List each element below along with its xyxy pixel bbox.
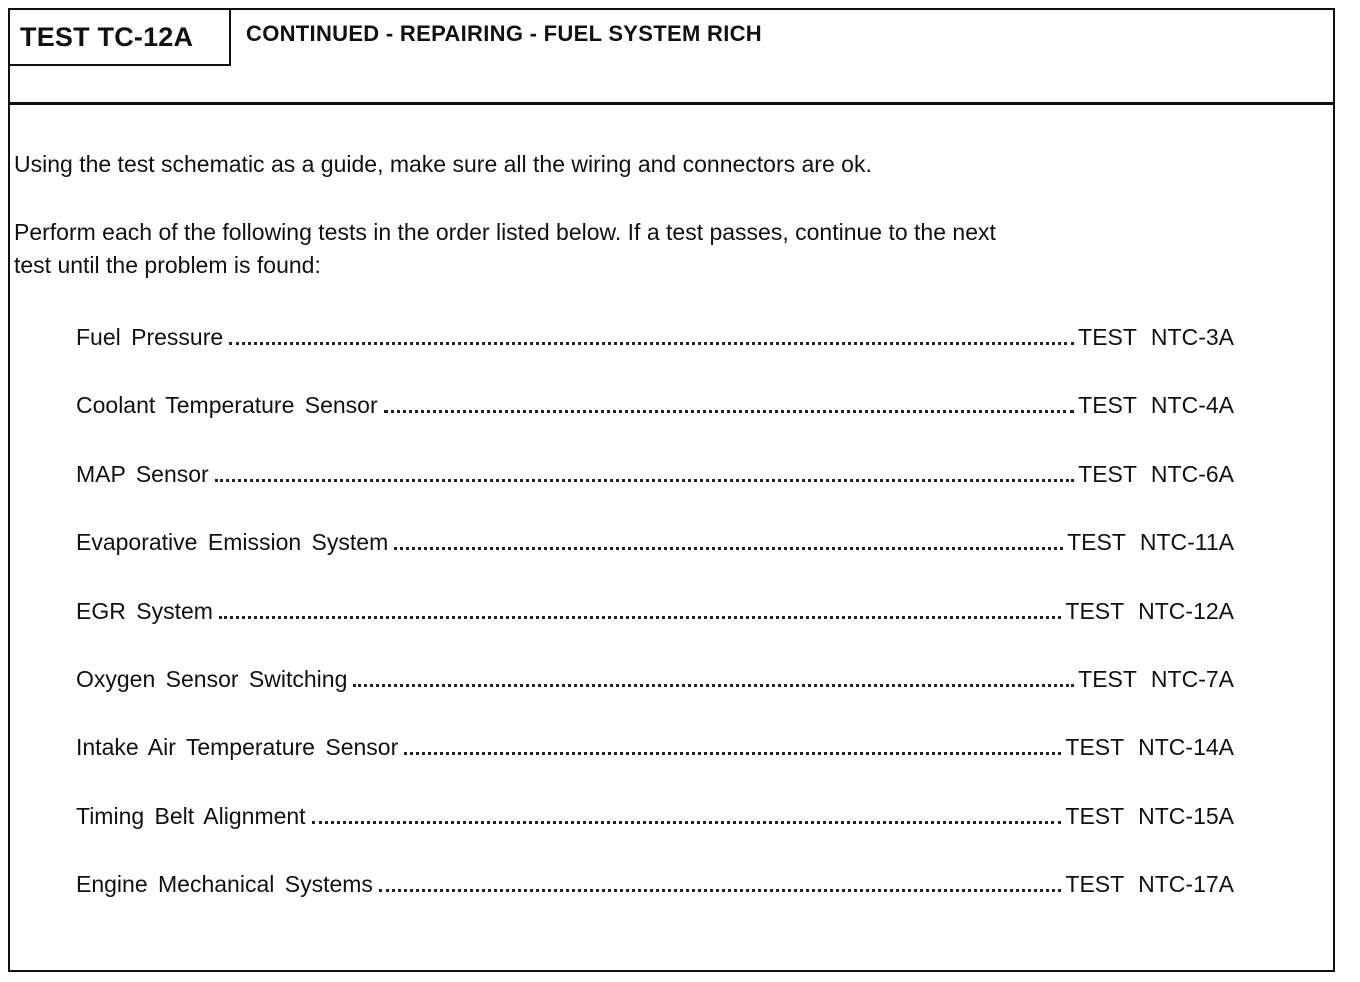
test-reference: TEST NTC-14A <box>1065 734 1234 761</box>
test-reference: TEST NTC-3A <box>1078 324 1234 350</box>
test-reference: TEST NTC-7A <box>1078 665 1234 692</box>
test-name: Fuel Pressure <box>76 324 224 350</box>
instruction-wiring: Using the test schematic as a guide, make sure all the wiring and connectors are ok. <box>14 151 872 177</box>
test-name: MAP Sensor <box>76 460 209 487</box>
dot-leader <box>215 456 1074 482</box>
instruction-order-line-1: Perform each of the following tests in the order listed below. If a test passes, continue to the next <box>14 219 996 245</box>
header-title: CONTINUED - REPAIRING - FUEL SYSTEM RICH <box>246 21 762 46</box>
test-item <box>76 661 1234 729</box>
test-name: Timing Belt Alignment <box>76 802 306 829</box>
dot-leader <box>312 798 1062 824</box>
test-name: Intake Air Temperature Sensor <box>76 734 399 761</box>
instruction-order <box>14 216 996 282</box>
test-item <box>76 456 1234 524</box>
test-item <box>76 866 1234 934</box>
dot-leader <box>219 593 1061 619</box>
dot-leader <box>379 866 1061 892</box>
test-item <box>76 798 1234 866</box>
test-name: Coolant Temperature Sensor <box>76 392 378 419</box>
test-reference: TEST NTC-6A <box>1078 460 1234 487</box>
test-reference: TEST NTC-4A <box>1078 392 1234 419</box>
dot-leader <box>384 387 1075 413</box>
test-name: Oxygen Sensor Switching <box>76 665 348 692</box>
test-name: EGR System <box>76 597 213 624</box>
test-reference: TEST NTC-12A <box>1065 597 1234 624</box>
test-reference: TEST NTC-17A <box>1065 871 1234 898</box>
dot-leader <box>394 524 1063 550</box>
instruction-order-line-2: test until the problem is found: <box>14 252 321 278</box>
test-item <box>76 593 1234 661</box>
dot-leader <box>404 729 1061 755</box>
dot-leader <box>353 661 1074 687</box>
document-header <box>10 10 1333 105</box>
test-reference: TEST NTC-15A <box>1065 802 1234 829</box>
test-id-label: TEST TC-12A <box>10 10 231 66</box>
test-item <box>76 387 1234 455</box>
test-list <box>76 319 1234 935</box>
test-item <box>76 524 1234 592</box>
dot-leader <box>229 319 1074 345</box>
test-name: Engine Mechanical Systems <box>76 871 373 898</box>
test-item <box>76 729 1234 797</box>
test-reference: TEST NTC-11A <box>1067 529 1234 556</box>
test-item <box>76 319 1234 387</box>
test-name: Evaporative Emission System <box>76 529 389 556</box>
